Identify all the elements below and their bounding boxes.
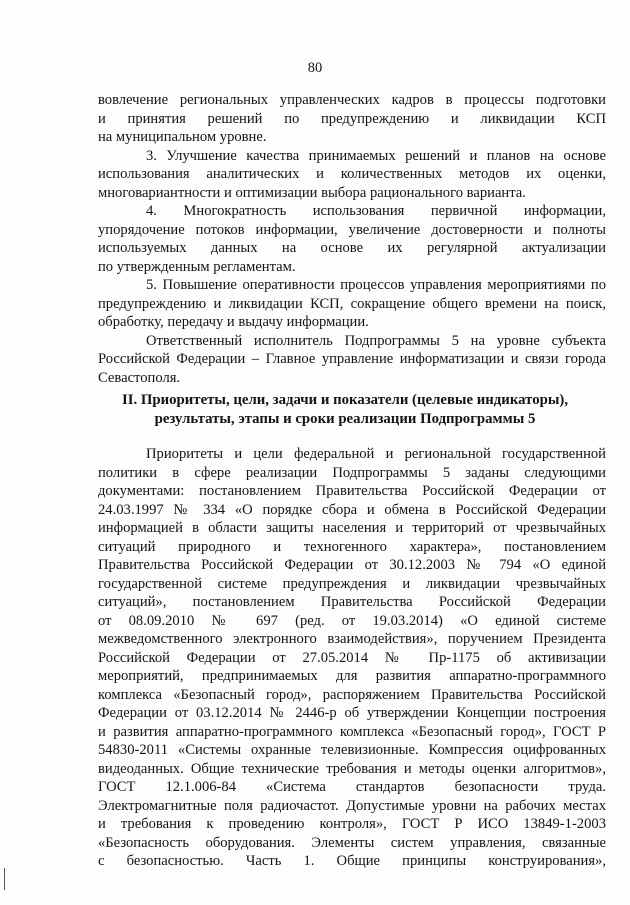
text-line: упорядочение потоков информации, увеличение достоверности и полноты bbox=[98, 221, 606, 238]
text-line: Севастополя. bbox=[98, 369, 181, 386]
text-line: использования аналитических и количественных методов их оценки, bbox=[98, 166, 606, 182]
text-line: 54830-2011 «Системы охранные телевизионные. Компрессия оцифрованных bbox=[98, 742, 606, 758]
text-line: политики в сфере реализации Подпрограммы 5 заданы следующими bbox=[98, 464, 606, 481]
text-line: ситуаций», постановлением Правительства Российской Федерации bbox=[98, 594, 606, 610]
text-line: на муниципальном уровне. bbox=[98, 129, 267, 145]
text-line: информацией в области защиты населения и территорий от чрезвычайных bbox=[98, 520, 606, 536]
section-heading-line-2: результаты, этапы и сроки реализации Подпрограммы 5 bbox=[154, 411, 536, 427]
text-line: предупреждению и ликвидации КСП, сокращение общего времени на поиск, bbox=[98, 295, 606, 312]
text-line: межведомственного электронного взаимодействия», поручением Президента bbox=[98, 631, 606, 647]
text-line: с безопасностью. Часть 1. Общие принципы конструирования», bbox=[98, 853, 606, 869]
page-number: 80 bbox=[307, 60, 323, 76]
text-line: по утвержденным регламентам. bbox=[98, 258, 296, 275]
margin-mark bbox=[4, 868, 5, 890]
text-line: видеоданных. Общие технические требования и методы оценки алгоритмов», bbox=[98, 760, 606, 777]
text-line: мероприятий, предпринимаемых для развития аппаратно-программного bbox=[98, 668, 606, 684]
text-line: документами: постановлением Правительства Российской Федерации от bbox=[98, 483, 606, 499]
section-heading-line-1: II. Приоритеты, цели, задачи и показатели (целевые индикаторы), bbox=[121, 392, 569, 408]
text-line: Российской Федерации – Главное управление информатизации и связи города bbox=[98, 351, 606, 367]
text-line: обработку, передачу и выдачу информации. bbox=[98, 314, 369, 330]
text-line: государственной системе предупреждения и ликвидации чрезвычайных bbox=[98, 575, 606, 592]
text-line: Правительства Российской Федерации от 30.12.2003 № 794 «О единой bbox=[98, 557, 606, 573]
text-line: ГОСТ 12.1.006-84 «Система стандартов безопасности труда. bbox=[98, 779, 606, 795]
text-line: от 08.09.2010 № 697 (ред. от 19.03.2014) «О единой системе bbox=[98, 612, 606, 629]
text-line: 4. Многократность использования первичной информации, bbox=[146, 203, 606, 219]
text-line: многовариантности и оптимизации выбора рационального варианта. bbox=[98, 184, 526, 201]
text-line: и требования к проведению контроля», ГОСТ Р ИСО 13849-1-2003 bbox=[98, 816, 606, 832]
text-line: 5. Повышение оперативности процессов управления мероприятиями по bbox=[146, 277, 606, 293]
text-line: и развития аппаратно-программного комплекса «Безопасный город», ГОСТ Р bbox=[98, 723, 606, 740]
text-line: Федерации от 03.12.2014 № 2446-р об утверждении Концепции построения bbox=[98, 705, 606, 721]
text-line: и принятия решений по предупреждению и ликвидации КСП bbox=[98, 110, 606, 127]
text-line: используемых данных на основе их регулярной актуализации bbox=[98, 240, 606, 256]
text-line: комплекса «Безопасный город», распоряжением Правительства Российской bbox=[98, 686, 606, 703]
text-line: ситуаций природного и техногенного характера», постановлением bbox=[98, 538, 606, 555]
text-line: «Безопасность оборудования. Элементы систем управления, связанные bbox=[98, 834, 606, 851]
text-line: Электромагнитные поля радиочастот. Допустимые уровни на рабочих местах bbox=[98, 797, 606, 814]
text-line: Ответственный исполнитель Подпрограммы 5 на уровне субъекта bbox=[146, 332, 606, 349]
text-line: вовлечение региональных управленческих кадров в процессы подготовки bbox=[98, 92, 606, 108]
text-line: Приоритеты и цели федеральной и региональной государственной bbox=[146, 446, 606, 462]
text-line: 24.03.1997 № 334 «О порядке сбора и обмена в Российской Федерации bbox=[98, 501, 606, 518]
text-line: Российской Федерации от 27.05.2014 № Пр-1175 об активизации bbox=[98, 649, 606, 666]
text-line: 3. Улучшение качества принимаемых решений и планов на основе bbox=[146, 147, 606, 164]
